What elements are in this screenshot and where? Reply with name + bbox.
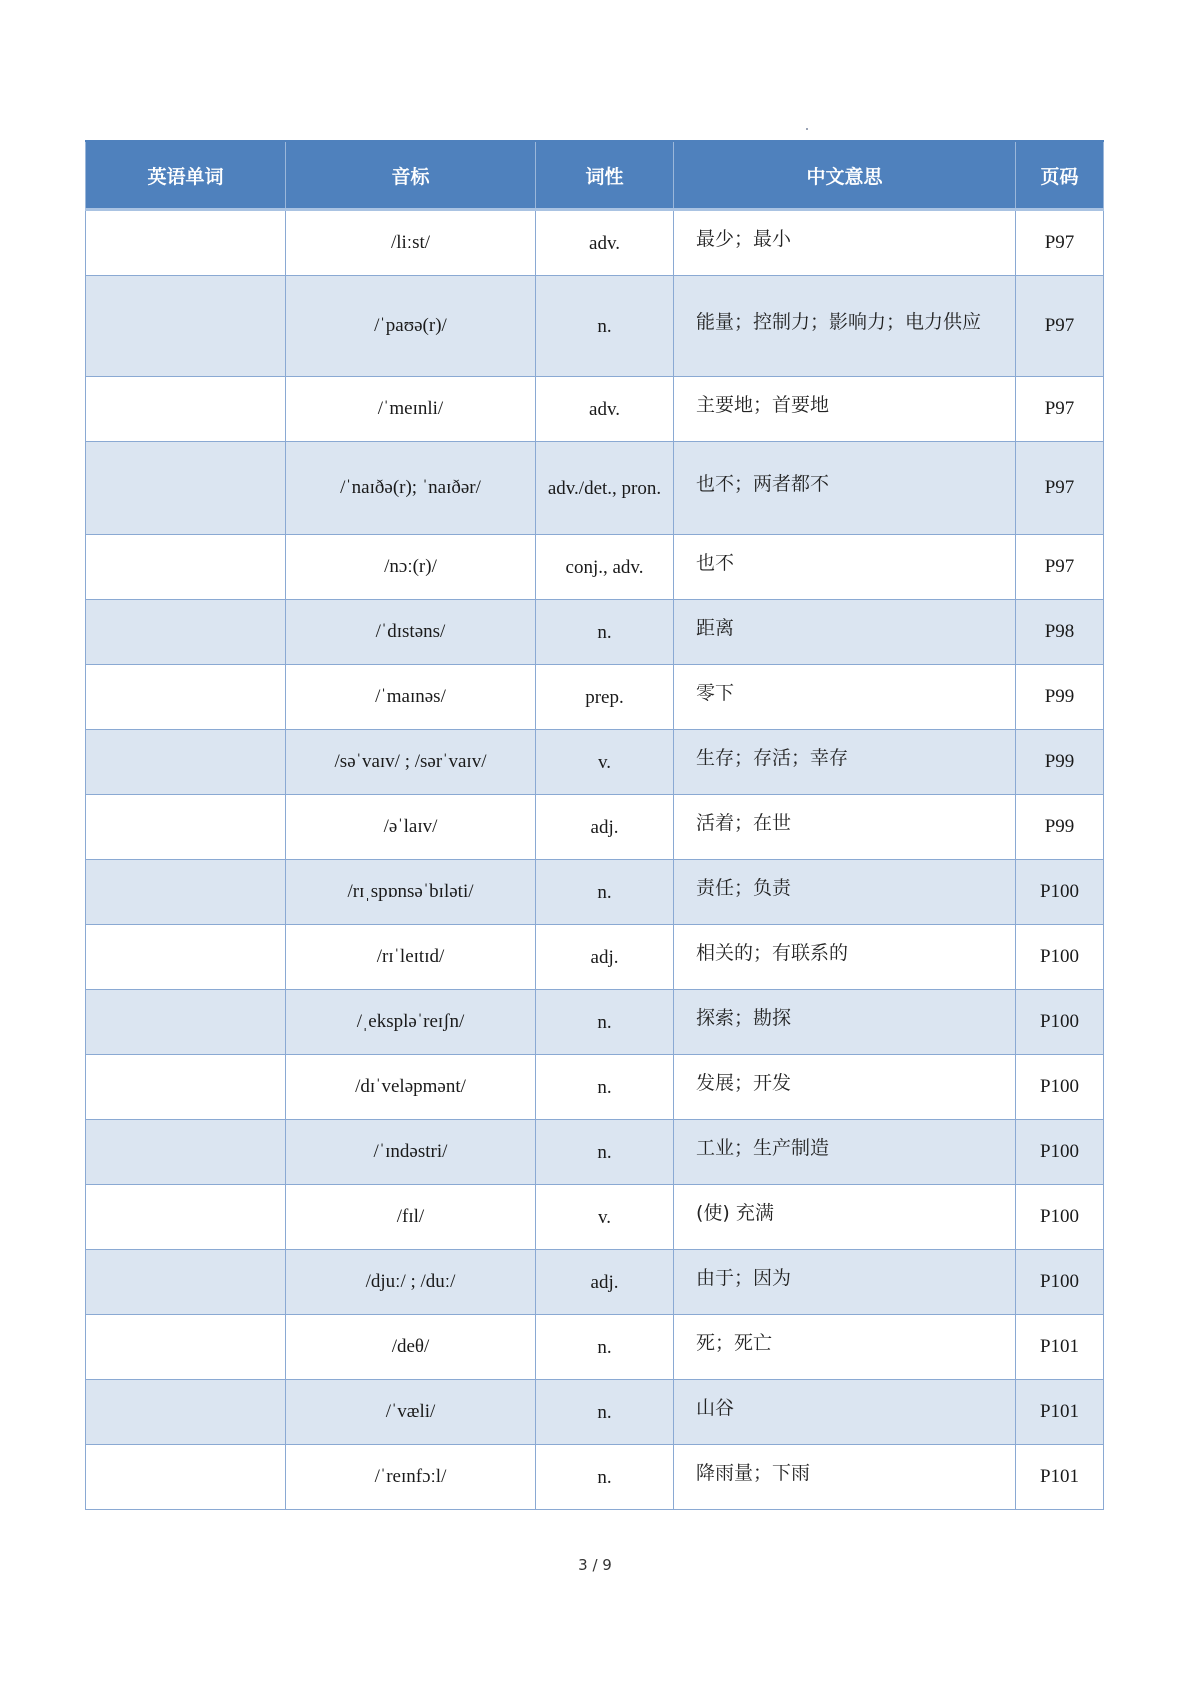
- pos-cell: v.: [536, 1185, 674, 1250]
- meaning-text: 发展；开发: [696, 1072, 792, 1094]
- phonetic-cell: /əˈlaɪv/: [286, 795, 536, 860]
- header-page-number: 页码: [1016, 141, 1104, 210]
- word-cell: [86, 795, 286, 860]
- word-cell: [86, 210, 286, 276]
- phonetic-cell: /ˌekspləˈreɪʃn/: [286, 990, 536, 1055]
- phonetic-cell: /ˈreɪnfɔːl/: [286, 1445, 536, 1510]
- table-row: [86, 795, 1104, 860]
- table-row: [86, 1315, 1104, 1380]
- pos-cell: v.: [536, 730, 674, 795]
- meaning-cell: [674, 1120, 1016, 1185]
- meaning-cell: [674, 925, 1016, 990]
- table-row: [86, 442, 1104, 535]
- meaning-cell: [674, 442, 1016, 535]
- meaning-text: 零下: [696, 682, 735, 704]
- table-header-row: [86, 141, 1104, 210]
- phonetic-cell: /liːst/: [286, 210, 536, 276]
- pos-cell: prep.: [536, 665, 674, 730]
- table-row: [86, 1055, 1104, 1120]
- phonetic-cell: /dɪˈveləpmənt/: [286, 1055, 536, 1120]
- phonetic-cell: /nɔː(r)/: [286, 535, 536, 600]
- page-number-cell: P101: [1016, 1380, 1104, 1445]
- meaning-text: 工业；生产制造: [696, 1137, 830, 1159]
- pos-cell: n.: [536, 990, 674, 1055]
- pos-cell: adv./det., pron.: [536, 442, 674, 535]
- word-cell: [86, 925, 286, 990]
- phonetic-cell: /deθ/: [286, 1315, 536, 1380]
- meaning-cell: [674, 795, 1016, 860]
- pos-cell: adj.: [536, 925, 674, 990]
- meaning-cell: [674, 1315, 1016, 1380]
- page-number-cell: P97: [1016, 210, 1104, 276]
- phonetic-cell: /səˈvaɪv/ ; /sərˈvaɪv/: [286, 730, 536, 795]
- meaning-text: 相关的；有联系的: [696, 942, 849, 964]
- page-number-cell: P98: [1016, 600, 1104, 665]
- phonetic-cell: /ˈmeɪnli/: [286, 377, 536, 442]
- table-row: [86, 600, 1104, 665]
- page-number-cell: P97: [1016, 377, 1104, 442]
- word-cell: [86, 665, 286, 730]
- meaning-text: (使) 充满: [696, 1202, 774, 1224]
- word-cell: [86, 535, 286, 600]
- meaning-cell: [674, 1055, 1016, 1120]
- scan-dot-mark: [806, 128, 808, 130]
- meaning-text: 责任；负责: [696, 877, 792, 899]
- meaning-cell: [674, 1380, 1016, 1445]
- page-number-cell: P97: [1016, 535, 1104, 600]
- meaning-text: 探索；勘探: [696, 1007, 792, 1029]
- pos-cell: adj.: [536, 1250, 674, 1315]
- meaning-text: 由于；因为: [696, 1267, 792, 1289]
- pos-cell: n.: [536, 1055, 674, 1120]
- page-number-cell: P100: [1016, 925, 1104, 990]
- pos-cell: n.: [536, 860, 674, 925]
- word-cell: [86, 1380, 286, 1445]
- table-row: [86, 1120, 1104, 1185]
- meaning-cell: [674, 730, 1016, 795]
- meaning-cell: [674, 1185, 1016, 1250]
- phonetic-cell: /ˈpaʊə(r)/: [286, 276, 536, 377]
- page-number-cell: P100: [1016, 990, 1104, 1055]
- table-row: [86, 665, 1104, 730]
- word-cell: [86, 1315, 286, 1380]
- word-cell: [86, 860, 286, 925]
- meaning-cell: [674, 377, 1016, 442]
- page-number-cell: P99: [1016, 795, 1104, 860]
- word-cell: [86, 276, 286, 377]
- meaning-cell: [674, 665, 1016, 730]
- meaning-text: 活着；在世: [696, 812, 792, 834]
- meaning-text: 最少；最小: [696, 228, 792, 250]
- page-number-cell: P100: [1016, 1185, 1104, 1250]
- word-cell: [86, 730, 286, 795]
- phonetic-cell: /djuː/ ; /duː/: [286, 1250, 536, 1315]
- meaning-cell: [674, 600, 1016, 665]
- phonetic-cell: /ˈmaɪnəs/: [286, 665, 536, 730]
- table-row: [86, 860, 1104, 925]
- pos-cell: n.: [536, 1380, 674, 1445]
- phonetic-cell: /rɪˈleɪtɪd/: [286, 925, 536, 990]
- table-row: [86, 990, 1104, 1055]
- word-cell: [86, 377, 286, 442]
- phonetic-cell: /fɪl/: [286, 1185, 536, 1250]
- phonetic-cell: /ˈdɪstəns/: [286, 600, 536, 665]
- page-number-cell: P101: [1016, 1315, 1104, 1380]
- meaning-text: 主要地；首要地: [696, 394, 830, 416]
- phonetic-cell: /rɪˌspɒnsəˈbɪləti/: [286, 860, 536, 925]
- phonetic-cell: /ˈnaɪðə(r); ˈnaɪðər/: [286, 442, 536, 535]
- table-row: [86, 1250, 1104, 1315]
- meaning-cell: [674, 1445, 1016, 1510]
- meaning-cell: [674, 860, 1016, 925]
- meaning-text: 降雨量；下雨: [696, 1462, 811, 1484]
- meaning-text: 也不；两者都不: [696, 473, 830, 495]
- page-number-cell: P97: [1016, 442, 1104, 535]
- word-cell: [86, 1185, 286, 1250]
- meaning-text: 山谷: [696, 1397, 735, 1419]
- header-phonetic: 音标: [286, 141, 536, 210]
- page-number-cell: P99: [1016, 665, 1104, 730]
- word-cell: [86, 1250, 286, 1315]
- pos-cell: n.: [536, 1445, 674, 1510]
- word-cell: [86, 1445, 286, 1510]
- phonetic-cell: /ˈɪndəstri/: [286, 1120, 536, 1185]
- word-cell: [86, 1055, 286, 1120]
- table-row: [86, 210, 1104, 276]
- pos-cell: adv.: [536, 377, 674, 442]
- meaning-cell: [674, 210, 1016, 276]
- phonetic-cell: /ˈvæli/: [286, 1380, 536, 1445]
- pos-cell: adv.: [536, 210, 674, 276]
- page-indicator: 3 / 9: [578, 1556, 612, 1574]
- table-row: [86, 1185, 1104, 1250]
- page-number-cell: P100: [1016, 1250, 1104, 1315]
- header-english-word: 英语单词: [86, 141, 286, 210]
- meaning-text: 距离: [696, 617, 735, 639]
- pos-cell: adj.: [536, 795, 674, 860]
- table-row: [86, 1380, 1104, 1445]
- meaning-cell: [674, 535, 1016, 600]
- page-number-cell: P99: [1016, 730, 1104, 795]
- header-part-of-speech: 词性: [536, 141, 674, 210]
- table-row: [86, 276, 1104, 377]
- table-row: [86, 1445, 1104, 1510]
- header-chinese-meaning: 中文意思: [674, 141, 1016, 210]
- pos-cell: conj., adv.: [536, 535, 674, 600]
- page-number-cell: P100: [1016, 1120, 1104, 1185]
- page-number-cell: P101: [1016, 1445, 1104, 1510]
- table-row: [86, 535, 1104, 600]
- meaning-cell: [674, 990, 1016, 1055]
- meaning-cell: [674, 1250, 1016, 1315]
- vocabulary-table: [85, 140, 1104, 1510]
- word-cell: [86, 1120, 286, 1185]
- meaning-text: 死；死亡: [696, 1332, 773, 1354]
- pos-cell: n.: [536, 600, 674, 665]
- word-cell: [86, 990, 286, 1055]
- table-row: [86, 925, 1104, 990]
- word-cell: [86, 442, 286, 535]
- word-cell: [86, 600, 286, 665]
- page-number-cell: P100: [1016, 1055, 1104, 1120]
- meaning-text: 也不: [696, 552, 735, 574]
- meaning-cell: [674, 276, 1016, 377]
- table-row: [86, 377, 1104, 442]
- page-number-cell: P97: [1016, 276, 1104, 377]
- meaning-text: 生存；存活；幸存: [696, 747, 849, 769]
- table-row: [86, 730, 1104, 795]
- pos-cell: n.: [536, 276, 674, 377]
- page-number-cell: P100: [1016, 860, 1104, 925]
- pos-cell: n.: [536, 1120, 674, 1185]
- meaning-text: 能量；控制力；影响力；电力供应: [696, 311, 982, 333]
- pos-cell: n.: [536, 1315, 674, 1380]
